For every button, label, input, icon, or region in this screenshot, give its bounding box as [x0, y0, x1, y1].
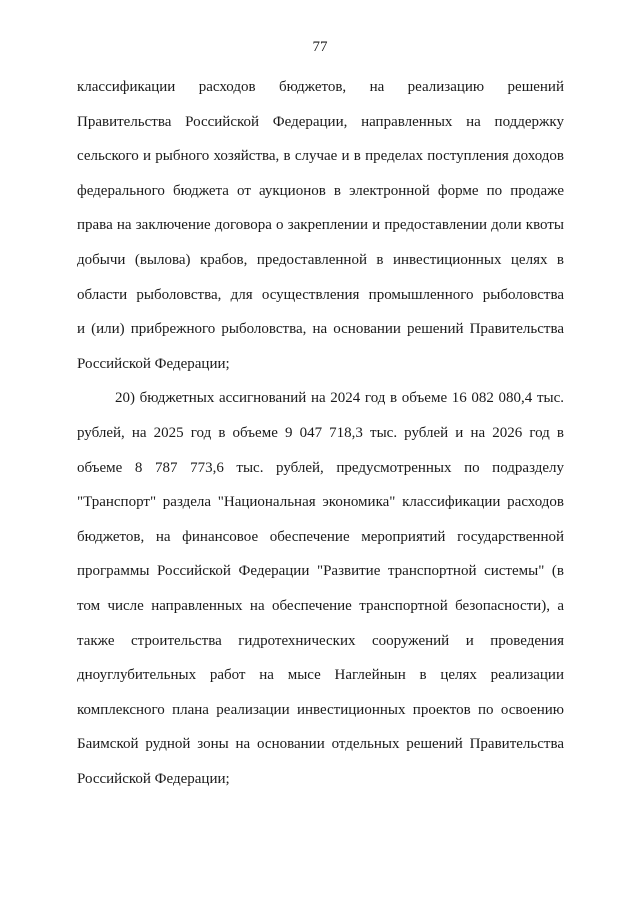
text-line: бюджетов, на финансовое обеспечение мероприятий государственной: [77, 528, 564, 545]
text-line: комплексного плана реализации инвестиционных проектов по освоению: [77, 701, 564, 718]
paragraph-20: [77, 381, 564, 796]
document-body: [77, 70, 564, 796]
text-line: программы Российской Федерации "Развитие транспортной системы" (в: [77, 563, 564, 580]
page-number: 77: [312, 39, 328, 55]
text-line: классификации расходов бюджетов, на реализацию решений: [77, 79, 564, 95]
text-line: права на заключение договора о закреплении и предоставлении доли квоты: [77, 217, 564, 234]
text-line: объеме 8 787 773,6 тыс. рублей, предусмотренных по подразделу: [77, 459, 564, 476]
text-line: федерального бюджета от аукционов в электронной форме по продаже: [77, 182, 564, 199]
text-line: Правительства Российской Федерации, направленных на поддержку: [77, 113, 564, 130]
text-line: Российской Федерации;: [77, 770, 230, 787]
text-line: Российской Федерации;: [77, 355, 230, 372]
text-line: дноуглубительных работ на мысе Наглейнын в целях реализации: [77, 667, 564, 684]
text-line: добычи (вылова) крабов, предоставленной в инвестиционных целях в: [77, 251, 564, 268]
text-line: том числе направленных на обеспечение транспортной безопасности), а: [77, 597, 564, 614]
text-line: сельского и рыбного хозяйства, в случае и в пределах поступления доходов: [77, 148, 564, 165]
text-line: "Транспорт" раздела "Национальная экономика" классификации расходов: [77, 494, 564, 511]
text-line: области рыболовства, для осуществления промышленного рыболовства: [77, 286, 564, 303]
text-line: рублей, на 2025 год в объеме 9 047 718,3 тыс. рублей и на 2026 год в: [77, 424, 564, 441]
paragraph-19-continuation: [77, 70, 564, 381]
text-line: 20) бюджетных ассигнований на 2024 год в объеме 16 082 080,4 тыс.: [115, 390, 564, 407]
text-line: также строительства гидротехнических сооружений и проведения: [77, 632, 564, 649]
text-line: Баимской рудной зоны на основании отдельных решений Правительства: [77, 736, 564, 753]
text-line: и (или) прибрежного рыболовства, на основании решений Правительства: [77, 321, 564, 338]
